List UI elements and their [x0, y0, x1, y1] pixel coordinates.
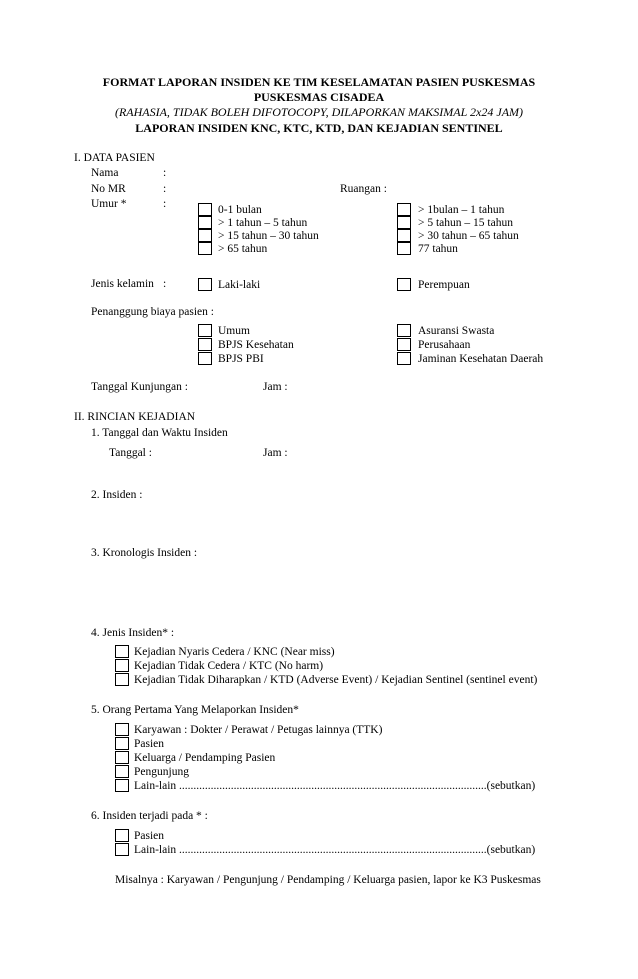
umur-option: > 5 tahun – 15 tahun	[418, 217, 513, 229]
biaya-option: Asuransi Swasta	[418, 325, 495, 337]
umur-option: > 65 tahun	[218, 243, 268, 255]
nomr-label: No MR	[91, 183, 126, 195]
pelapor-option: Karyawan : Dokter / Perawat / Petugas lainnya (TTK)	[134, 724, 383, 736]
example-note: Misalnya : Karyawan / Pengunjung / Pendamping / Keluarga pasien, lapor ke K3 Puskesmas	[115, 874, 541, 886]
confidential-note: (RAHASIA, TIDAK BOLEH DIFOTOCOPY, DILAPORKAN MAKSIMAL 2x24 JAM)	[114, 105, 524, 119]
nomr-colon: :	[163, 183, 167, 195]
item-4-label: 4. Jenis Insiden* :	[91, 627, 175, 639]
umur-checkbox[interactable]	[397, 216, 411, 229]
item-6-label: 6. Insiden terjadi pada * :	[91, 810, 208, 822]
umur-option: > 1bulan – 1 tahun	[418, 204, 505, 216]
item-5-label: 5. Orang Pertama Yang Melaporkan Insiden*	[91, 704, 299, 716]
biaya-checkbox[interactable]	[397, 338, 411, 351]
pelapor-checkbox[interactable]	[115, 765, 129, 778]
report-title: LAPORAN INSIDEN KNC, KTC, KTD, DAN KEJADIAN SENTINEL	[135, 121, 503, 135]
umur-option: 77 tahun	[418, 243, 458, 255]
umur-option: > 1 tahun – 5 tahun	[218, 217, 308, 229]
nama-colon: :	[163, 167, 167, 179]
biaya-checkbox[interactable]	[397, 324, 411, 337]
biaya-option: Jaminan Kesehatan Daerah	[418, 353, 544, 365]
terjadi-pada-checkbox[interactable]	[115, 843, 129, 856]
form-title: FORMAT LAPORAN INSIDEN KE TIM KESELAMATAN PASIEN PUSKESMAS	[102, 75, 536, 89]
jam-insiden-label: Jam :	[263, 447, 288, 459]
biaya-option: BPJS PBI	[218, 353, 264, 365]
laki-laki-checkbox[interactable]	[198, 278, 212, 291]
umur-checkbox[interactable]	[397, 229, 411, 242]
jenis-insiden-option: Kejadian Nyaris Cedera / KNC (Near miss)	[134, 646, 335, 658]
pelapor-option: Pengunjung	[134, 766, 189, 778]
umur-checkbox[interactable]	[198, 242, 212, 255]
pelapor-option: Keluarga / Pendamping Pasien	[134, 752, 276, 764]
jenis-insiden-checkbox[interactable]	[115, 659, 129, 672]
item-3-label: 3. Kronologis Insiden :	[91, 547, 198, 559]
tanggal-kunjungan-label: Tanggal Kunjungan :	[91, 381, 188, 393]
jenis-insiden-checkbox[interactable]	[115, 645, 129, 658]
biaya-label: Penanggung biaya pasien :	[91, 306, 214, 318]
umur-checkbox[interactable]	[198, 216, 212, 229]
biaya-checkbox[interactable]	[198, 324, 212, 337]
jenis-insiden-option: Kejadian Tidak Diharapkan / KTD (Adverse Event) / Kejadian Sentinel (sentinel event)	[134, 674, 538, 686]
umur-checkbox[interactable]	[397, 203, 411, 216]
jam-kunjungan-label: Jam :	[263, 381, 288, 393]
jenis-kelamin-label: Jenis kelamin	[91, 278, 154, 290]
biaya-option: Umum	[218, 325, 250, 337]
jenis-insiden-checkbox[interactable]	[115, 673, 129, 686]
umur-checkbox[interactable]	[198, 203, 212, 216]
umur-option: > 30 tahun – 65 tahun	[418, 230, 519, 242]
biaya-option: BPJS Kesehatan	[218, 339, 294, 351]
biaya-option: Perusahaan	[418, 339, 471, 351]
pelapor-checkbox[interactable]	[115, 737, 129, 750]
tanggal-insiden-label: Tanggal :	[109, 447, 152, 459]
terjadi-pada-option: Pasien	[134, 830, 165, 842]
biaya-checkbox[interactable]	[198, 352, 212, 365]
item-2-label: 2. Insiden :	[91, 489, 143, 501]
form-subtitle: PUSKESMAS CISADEA	[253, 90, 385, 104]
nama-label: Nama	[91, 167, 119, 179]
umur-label: Umur *	[91, 198, 127, 210]
item-1-label: 1. Tanggal dan Waktu Insiden	[91, 427, 228, 439]
section-1-heading: I. DATA PASIEN	[74, 152, 155, 164]
umur-checkbox[interactable]	[198, 229, 212, 242]
pelapor-checkbox[interactable]	[115, 779, 129, 792]
umur-checkbox[interactable]	[397, 242, 411, 255]
perempuan-checkbox[interactable]	[397, 278, 411, 291]
perempuan-label: Perempuan	[418, 279, 470, 291]
terjadi-pada-option: Lain-lain ...........................................................................................................(sebutkan)	[134, 844, 536, 856]
terjadi-pada-checkbox[interactable]	[115, 829, 129, 842]
laki-laki-label: Laki-laki	[218, 279, 261, 291]
jenis-kelamin-colon: :	[163, 278, 167, 290]
umur-colon: :	[163, 198, 167, 210]
pelapor-checkbox[interactable]	[115, 723, 129, 736]
biaya-checkbox[interactable]	[397, 352, 411, 365]
umur-option: > 15 tahun – 30 tahun	[218, 230, 319, 242]
pelapor-checkbox[interactable]	[115, 751, 129, 764]
ruangan-label: Ruangan :	[340, 183, 387, 195]
pelapor-option: Lain-lain ...........................................................................................................(sebutkan)	[134, 780, 536, 792]
biaya-checkbox[interactable]	[198, 338, 212, 351]
umur-option: 0-1 bulan	[218, 204, 262, 216]
jenis-insiden-option: Kejadian Tidak Cedera / KTC (No harm)	[134, 660, 324, 672]
section-2-heading: II. RINCIAN KEJADIAN	[74, 411, 196, 423]
pelapor-option: Pasien	[134, 738, 165, 750]
